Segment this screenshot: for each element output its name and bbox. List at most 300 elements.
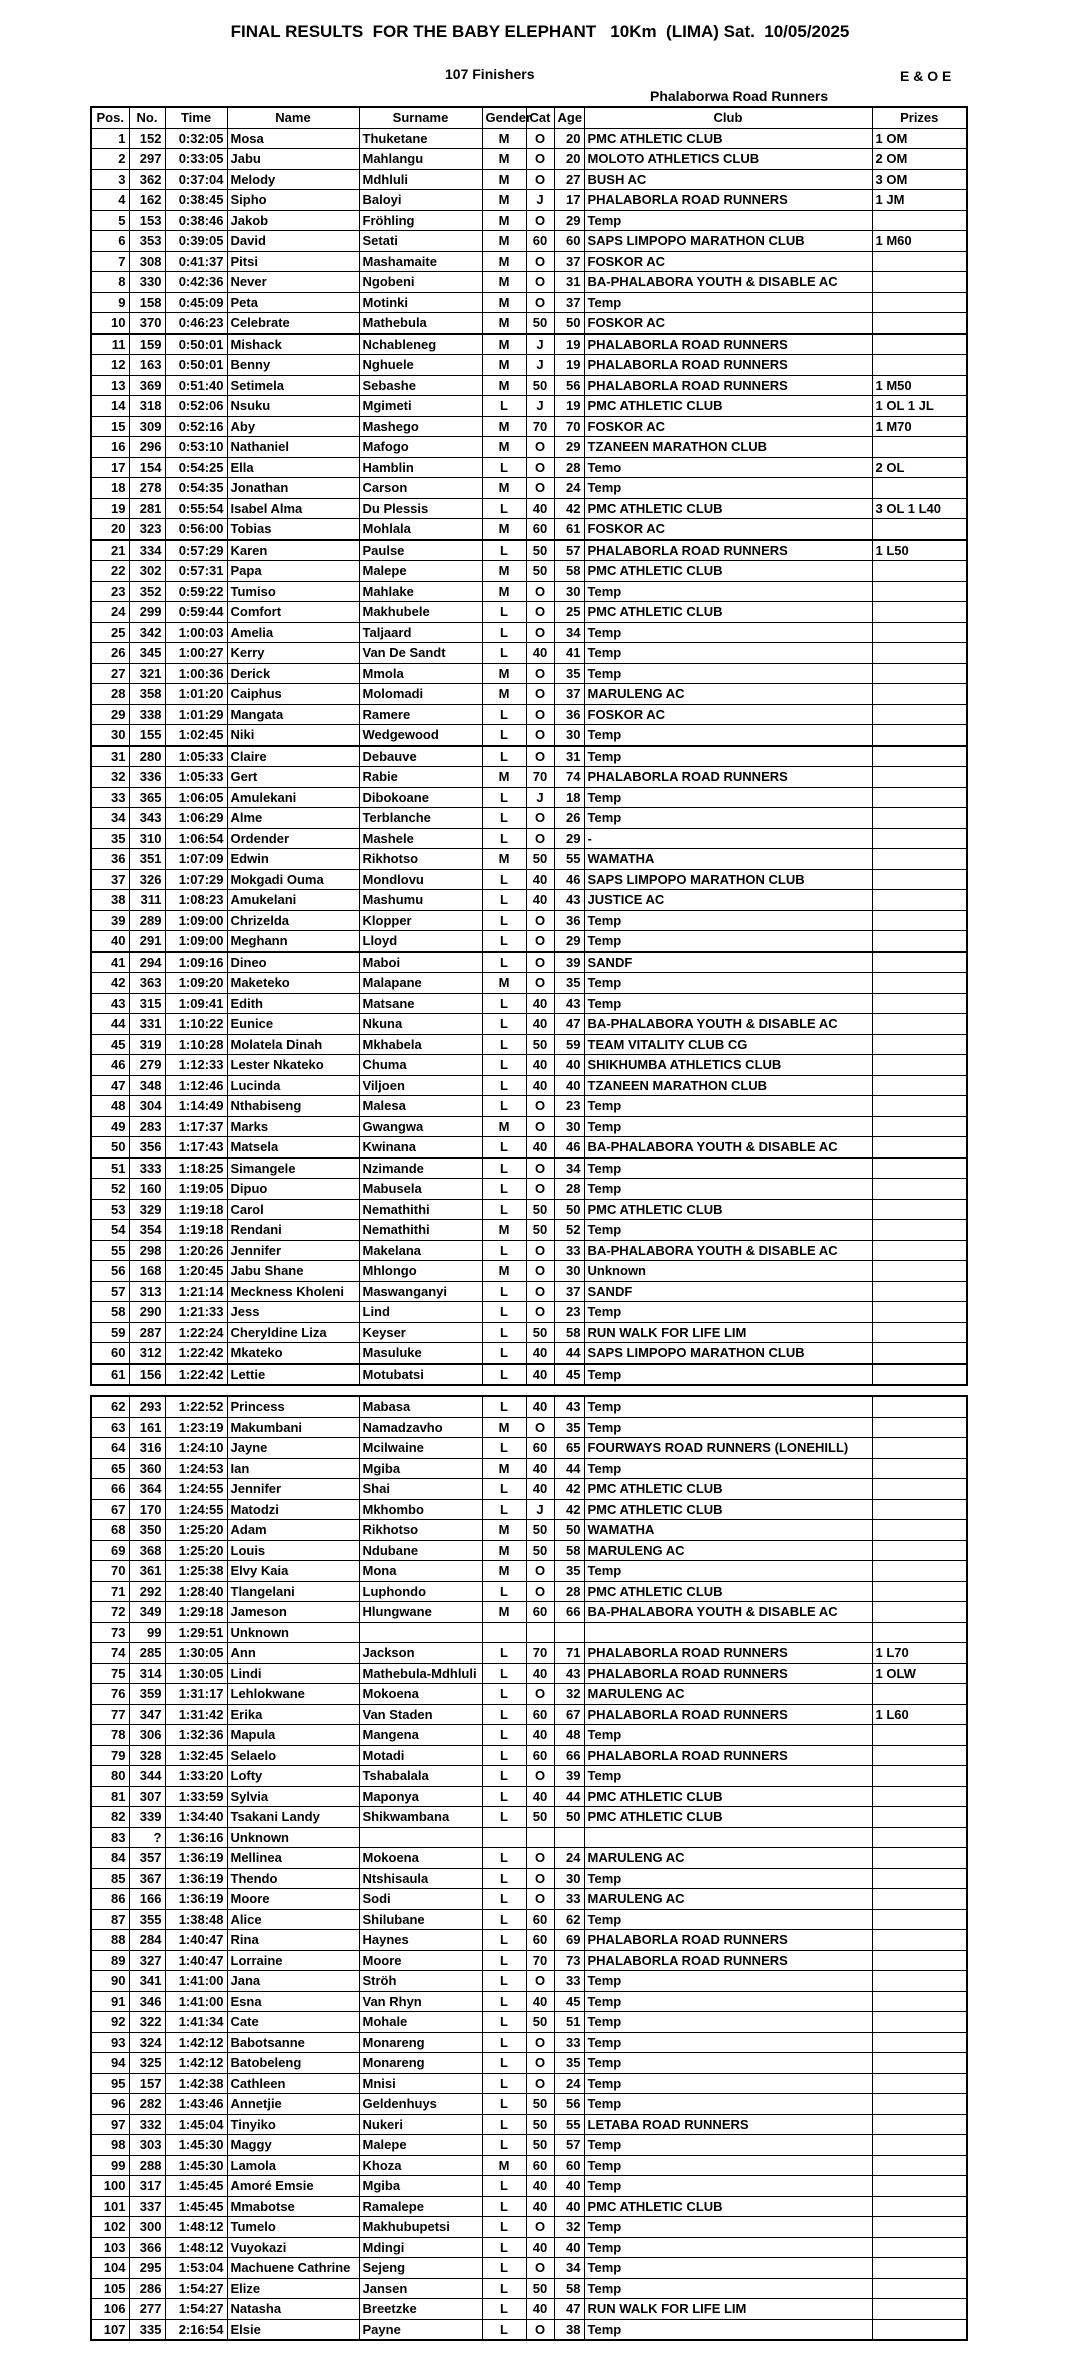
pos-cell: 88: [91, 1930, 129, 1951]
club-cell: MARULENG AC: [584, 684, 872, 705]
pos-cell: 46: [91, 1055, 129, 1076]
pos-cell: 67: [91, 1499, 129, 1520]
age-cell: 37: [554, 292, 584, 313]
club-cell: BA-PHALABORA YOUTH & DISABLE AC: [584, 1240, 872, 1261]
surname-cell: Wedgewood: [359, 725, 482, 746]
surname-cell: Keyser: [359, 1322, 482, 1343]
surname-cell: Ndubane: [359, 1540, 482, 1561]
table-row: [91, 519, 967, 540]
time-cell: 1:23:19: [165, 1417, 227, 1438]
time-cell: 1:19:18: [165, 1220, 227, 1241]
pos-cell: 27: [91, 663, 129, 684]
prize-cell: 1 M50: [872, 375, 967, 396]
prize-cell: 1 L70: [872, 1643, 967, 1664]
time-cell: 1:31:17: [165, 1684, 227, 1705]
name-cell: Mokgadi Ouma: [227, 869, 359, 890]
club-cell: Temp: [584, 2053, 872, 2074]
gender-cell: L: [482, 1055, 526, 1076]
surname-cell: Motubatsi: [359, 1364, 482, 1386]
bib-cell: 325: [129, 2053, 165, 2074]
surname-cell: Fröhling: [359, 210, 482, 231]
bib-cell: 343: [129, 808, 165, 829]
table-row: [91, 457, 967, 478]
name-cell: Jennifer: [227, 1240, 359, 1261]
cat-cell: 40: [526, 1364, 554, 1386]
cat-cell: O: [526, 2258, 554, 2279]
table-row: [91, 1704, 967, 1725]
age-cell: 30: [554, 725, 584, 746]
pos-cell: 66: [91, 1479, 129, 1500]
prize-cell: [872, 1199, 967, 1220]
pos-cell: 70: [91, 1561, 129, 1582]
bib-cell: 311: [129, 890, 165, 911]
bib-cell: 306: [129, 1725, 165, 1746]
name-cell: Louis: [227, 1540, 359, 1561]
prize-cell: [872, 725, 967, 746]
surname-cell: Mashego: [359, 416, 482, 437]
table-row: [91, 746, 967, 767]
bib-cell: 291: [129, 931, 165, 952]
cat-cell: J: [526, 396, 554, 417]
name-cell: Mapula: [227, 1725, 359, 1746]
age-cell: 50: [554, 1807, 584, 1828]
gender-cell: L: [482, 1848, 526, 1869]
time-cell: 0:39:05: [165, 231, 227, 252]
time-cell: 1:05:33: [165, 767, 227, 788]
time-cell: 1:20:45: [165, 1261, 227, 1282]
name-cell: Celebrate: [227, 313, 359, 334]
prize-cell: [872, 1827, 967, 1848]
table-row: [91, 251, 967, 272]
prize-cell: [872, 1930, 967, 1951]
bib-cell: 369: [129, 375, 165, 396]
cat-cell: O: [526, 149, 554, 170]
table-row: [91, 1581, 967, 1602]
cat-cell: 40: [526, 1786, 554, 1807]
surname-cell: Monareng: [359, 2053, 482, 2074]
bib-cell: 154: [129, 457, 165, 478]
table-row: [91, 684, 967, 705]
time-cell: 2:16:54: [165, 2319, 227, 2340]
pos-cell: 77: [91, 1704, 129, 1725]
prize-cell: [872, 210, 967, 231]
bib-cell: 322: [129, 2012, 165, 2033]
surname-cell: Mcilwaine: [359, 1438, 482, 1459]
pos-cell: 3: [91, 169, 129, 190]
time-cell: 1:22:24: [165, 1322, 227, 1343]
prize-cell: [872, 1343, 967, 1364]
pos-cell: 31: [91, 746, 129, 767]
time-cell: 1:54:27: [165, 2299, 227, 2320]
gender-cell: L: [482, 1909, 526, 1930]
club-cell: FOSKOR AC: [584, 519, 872, 540]
table-row: [91, 1014, 967, 1035]
pos-cell: 41: [91, 952, 129, 973]
bib-cell: 356: [129, 1137, 165, 1158]
name-cell: Maketeko: [227, 973, 359, 994]
pos-cell: 107: [91, 2319, 129, 2340]
pos-cell: 5: [91, 210, 129, 231]
time-cell: 1:09:20: [165, 973, 227, 994]
gender-cell: M: [482, 849, 526, 870]
prize-cell: [872, 1158, 967, 1179]
time-cell: 1:21:33: [165, 1302, 227, 1323]
pos-cell: 18: [91, 478, 129, 499]
cat-cell: O: [526, 1889, 554, 1910]
bib-cell: 319: [129, 1034, 165, 1055]
surname-cell: Mahlake: [359, 581, 482, 602]
prize-cell: [872, 478, 967, 499]
bib-cell: 337: [129, 2196, 165, 2217]
surname-cell: Sebashe: [359, 375, 482, 396]
table-row: [91, 210, 967, 231]
prize-cell: [872, 1766, 967, 1787]
cat-cell: O: [526, 581, 554, 602]
club-cell: Temp: [584, 2258, 872, 2279]
prize-cell: [872, 2299, 967, 2320]
cat-cell: 40: [526, 2299, 554, 2320]
gender-cell: L: [482, 725, 526, 746]
club-cell: Temp: [584, 2094, 872, 2115]
cat-cell: 50: [526, 1034, 554, 1055]
club-cell: BA-PHALABORA YOUTH & DISABLE AC: [584, 1137, 872, 1158]
cat-cell: 50: [526, 2114, 554, 2135]
pos-cell: 60: [91, 1343, 129, 1364]
age-cell: 33: [554, 1889, 584, 1910]
gender-cell: L: [482, 1581, 526, 1602]
bib-cell: 334: [129, 540, 165, 561]
name-cell: Lofty: [227, 1766, 359, 1787]
gender-cell: L: [482, 2319, 526, 2340]
time-cell: 1:10:22: [165, 1014, 227, 1035]
gender-cell: M: [482, 251, 526, 272]
pos-cell: 50: [91, 1137, 129, 1158]
club-cell: Temp: [584, 1179, 872, 1200]
age-cell: 58: [554, 1540, 584, 1561]
age-cell: 44: [554, 1343, 584, 1364]
gender-cell: M: [482, 149, 526, 170]
table-row: [91, 2073, 967, 2094]
club-cell: PHALABORLA ROAD RUNNERS: [584, 1663, 872, 1684]
name-cell: Lehlokwane: [227, 1684, 359, 1705]
time-cell: 1:30:05: [165, 1643, 227, 1664]
pos-cell: 84: [91, 1848, 129, 1869]
gender-cell: L: [482, 1971, 526, 1992]
table-row: [91, 2217, 967, 2238]
cat-cell: 40: [526, 1396, 554, 1417]
bib-cell: 366: [129, 2237, 165, 2258]
cat-cell: O: [526, 931, 554, 952]
time-cell: 1:45:30: [165, 2155, 227, 2176]
bib-cell: 168: [129, 1261, 165, 1282]
club-cell: Temp: [584, 478, 872, 499]
name-cell: Annetjie: [227, 2094, 359, 2115]
surname-cell: Mgiba: [359, 1458, 482, 1479]
bib-cell: 321: [129, 663, 165, 684]
surname-cell: Debauve: [359, 746, 482, 767]
age-cell: 48: [554, 1725, 584, 1746]
gender-cell: L: [482, 1479, 526, 1500]
prize-cell: [872, 1116, 967, 1137]
prize-cell: [872, 663, 967, 684]
pos-cell: 58: [91, 1302, 129, 1323]
time-cell: 1:48:12: [165, 2237, 227, 2258]
name-cell: Never: [227, 272, 359, 293]
time-cell: 1:38:48: [165, 1909, 227, 1930]
club-cell: Temp: [584, 1561, 872, 1582]
name-cell: Alice: [227, 1909, 359, 1930]
name-cell: Machuene Cathrine: [227, 2258, 359, 2279]
time-cell: 1:25:38: [165, 1561, 227, 1582]
cat-cell: O: [526, 2217, 554, 2238]
age-cell: 40: [554, 2176, 584, 2197]
gender-cell: M: [482, 1540, 526, 1561]
prize-cell: [872, 1991, 967, 2012]
pos-cell: 37: [91, 869, 129, 890]
name-cell: Edwin: [227, 849, 359, 870]
club-cell: PMC ATHLETIC CLUB: [584, 1499, 872, 1520]
col-header-cat: Cat: [526, 107, 554, 128]
club-cell: Temp: [584, 808, 872, 829]
club-cell: Temp: [584, 1220, 872, 1241]
cat-cell: O: [526, 1116, 554, 1137]
pos-cell: 24: [91, 602, 129, 623]
name-cell: Ian: [227, 1458, 359, 1479]
pos-cell: 22: [91, 561, 129, 582]
prize-cell: [872, 1417, 967, 1438]
surname-cell: Ströh: [359, 1971, 482, 1992]
club-cell: Temp: [584, 993, 872, 1014]
pos-cell: 99: [91, 2155, 129, 2176]
club-cell: PHALABORLA ROAD RUNNERS: [584, 1704, 872, 1725]
cat-cell: 50: [526, 2278, 554, 2299]
prize-cell: [872, 2155, 967, 2176]
age-cell: 45: [554, 1991, 584, 2012]
club-cell: BA-PHALABORA YOUTH & DISABLE AC: [584, 1602, 872, 1623]
age-cell: 69: [554, 1930, 584, 1951]
bib-cell: 289: [129, 910, 165, 931]
name-cell: Lettie: [227, 1364, 359, 1386]
gender-cell: L: [482, 1991, 526, 2012]
surname-cell: Mahlangu: [359, 149, 482, 170]
results-table-top: [90, 106, 968, 1386]
pos-cell: 51: [91, 1158, 129, 1179]
age-cell: 26: [554, 808, 584, 829]
name-cell: Karen: [227, 540, 359, 561]
time-cell: 0:41:37: [165, 251, 227, 272]
surname-cell: Ngobeni: [359, 272, 482, 293]
age-cell: 66: [554, 1602, 584, 1623]
time-cell: 0:59:22: [165, 581, 227, 602]
name-cell: Mosa: [227, 128, 359, 149]
age-cell: 57: [554, 540, 584, 561]
table-row: [91, 890, 967, 911]
name-cell: Mangata: [227, 704, 359, 725]
gender-cell: L: [482, 1725, 526, 1746]
bib-cell: 326: [129, 869, 165, 890]
cat-cell: O: [526, 1302, 554, 1323]
age-cell: 18: [554, 787, 584, 808]
bib-cell: 348: [129, 1075, 165, 1096]
table-row: [91, 1561, 967, 1582]
cat-cell: O: [526, 437, 554, 458]
table-row: [91, 910, 967, 931]
gender-cell: L: [482, 540, 526, 561]
name-cell: Adam: [227, 1520, 359, 1541]
time-cell: 1:07:29: [165, 869, 227, 890]
name-cell: Jabu: [227, 149, 359, 170]
time-cell: 1:33:20: [165, 1766, 227, 1787]
time-cell: 1:12:46: [165, 1075, 227, 1096]
pos-cell: 32: [91, 767, 129, 788]
gender-cell: L: [482, 910, 526, 931]
age-cell: 32: [554, 1684, 584, 1705]
age-cell: 43: [554, 993, 584, 1014]
time-cell: 1:29:18: [165, 1602, 227, 1623]
cat-cell: 40: [526, 993, 554, 1014]
prize-cell: [872, 1281, 967, 1302]
name-cell: Lucinda: [227, 1075, 359, 1096]
bib-cell: 285: [129, 1643, 165, 1664]
prize-cell: [872, 952, 967, 973]
table-row: [91, 540, 967, 561]
surname-cell: Thuketane: [359, 128, 482, 149]
club-cell: PMC ATHLETIC CLUB: [584, 2196, 872, 2217]
name-cell: Jakob: [227, 210, 359, 231]
prize-cell: [872, 1034, 967, 1055]
age-cell: 31: [554, 272, 584, 293]
table-row: [91, 1322, 967, 1343]
age-cell: 62: [554, 1909, 584, 1930]
prize-cell: [872, 1179, 967, 1200]
surname-cell: Tshabalala: [359, 1766, 482, 1787]
cat-cell: 40: [526, 2237, 554, 2258]
table-row: [91, 1240, 967, 1261]
table-row: [91, 704, 967, 725]
gender-cell: M: [482, 1602, 526, 1623]
col-header-club: Club: [584, 107, 872, 128]
pos-cell: 20: [91, 519, 129, 540]
club-cell: PMC ATHLETIC CLUB: [584, 1199, 872, 1220]
bib-cell: 335: [129, 2319, 165, 2340]
surname-cell: Mathebula: [359, 313, 482, 334]
cat-cell: 60: [526, 2155, 554, 2176]
surname-cell: Gwangwa: [359, 1116, 482, 1137]
gender-cell: L: [482, 869, 526, 890]
name-cell: Tsakani Landy: [227, 1807, 359, 1828]
age-cell: 29: [554, 931, 584, 952]
surname-cell: Mokoena: [359, 1684, 482, 1705]
prize-cell: [872, 1479, 967, 1500]
pos-cell: 43: [91, 993, 129, 1014]
prize-cell: [872, 1055, 967, 1076]
gender-cell: M: [482, 1417, 526, 1438]
gender-cell: L: [482, 2258, 526, 2279]
cat-cell: O: [526, 1179, 554, 1200]
name-cell: Sipho: [227, 190, 359, 211]
surname-cell: Breetzke: [359, 2299, 482, 2320]
surname-cell: Makhubele: [359, 602, 482, 623]
age-cell: 35: [554, 663, 584, 684]
surname-cell: Setati: [359, 231, 482, 252]
surname-cell: Makelana: [359, 1240, 482, 1261]
name-cell: Jabu Shane: [227, 1261, 359, 1282]
name-cell: Esna: [227, 1991, 359, 2012]
gender-cell: L: [482, 1343, 526, 1364]
time-cell: 1:07:09: [165, 849, 227, 870]
age-cell: 34: [554, 1158, 584, 1179]
club-cell: Temp: [584, 1116, 872, 1137]
bib-cell: 309: [129, 416, 165, 437]
surname-cell: Mohlala: [359, 519, 482, 540]
pos-cell: 76: [91, 1684, 129, 1705]
table-row: [91, 1179, 967, 1200]
pos-cell: 92: [91, 2012, 129, 2033]
pos-cell: 15: [91, 416, 129, 437]
gender-cell: L: [482, 396, 526, 417]
cat-cell: O: [526, 828, 554, 849]
table-row: [91, 663, 967, 684]
club-cell: SHIKHUMBA ATHLETICS CLUB: [584, 1055, 872, 1076]
prize-cell: [872, 2176, 967, 2197]
age-cell: 60: [554, 2155, 584, 2176]
pos-cell: 75: [91, 1663, 129, 1684]
prize-cell: [872, 1096, 967, 1117]
gender-cell: L: [482, 1137, 526, 1158]
name-cell: Ordender: [227, 828, 359, 849]
club-cell: Temp: [584, 2176, 872, 2197]
name-cell: Elvy Kaia: [227, 1561, 359, 1582]
age-cell: 39: [554, 952, 584, 973]
pos-cell: 104: [91, 2258, 129, 2279]
name-cell: Marks: [227, 1116, 359, 1137]
club-cell: Temp: [584, 2135, 872, 2156]
surname-cell: Mkhabela: [359, 1034, 482, 1055]
name-cell: Kerry: [227, 643, 359, 664]
club-cell: Temp: [584, 1396, 872, 1417]
table-row: [91, 828, 967, 849]
table-row: [91, 1663, 967, 1684]
bib-cell: 362: [129, 169, 165, 190]
age-cell: 42: [554, 1479, 584, 1500]
gender-cell: L: [482, 1281, 526, 1302]
age-cell: 59: [554, 1034, 584, 1055]
prize-cell: [872, 849, 967, 870]
name-cell: Amoré Emsie: [227, 2176, 359, 2197]
age-cell: 35: [554, 1417, 584, 1438]
name-cell: Rendani: [227, 1220, 359, 1241]
club-cell: PMC ATHLETIC CLUB: [584, 128, 872, 149]
time-cell: 1:21:14: [165, 1281, 227, 1302]
bib-cell: 166: [129, 1889, 165, 1910]
name-cell: Ella: [227, 457, 359, 478]
finishers-count: 107 Finishers: [445, 66, 535, 82]
cat-cell: [526, 1622, 554, 1643]
cat-cell: 50: [526, 1520, 554, 1541]
time-cell: 0:42:36: [165, 272, 227, 293]
bib-cell: 367: [129, 1868, 165, 1889]
bib-cell: 316: [129, 1438, 165, 1459]
surname-cell: Mafogo: [359, 437, 482, 458]
prize-cell: 1 JM: [872, 190, 967, 211]
name-cell: Princess: [227, 1396, 359, 1417]
table-row: [91, 1055, 967, 1076]
pos-cell: 73: [91, 1622, 129, 1643]
surname-cell: Nkuna: [359, 1014, 482, 1035]
pos-cell: 2: [91, 149, 129, 170]
pos-cell: 64: [91, 1438, 129, 1459]
bib-cell: 297: [129, 149, 165, 170]
